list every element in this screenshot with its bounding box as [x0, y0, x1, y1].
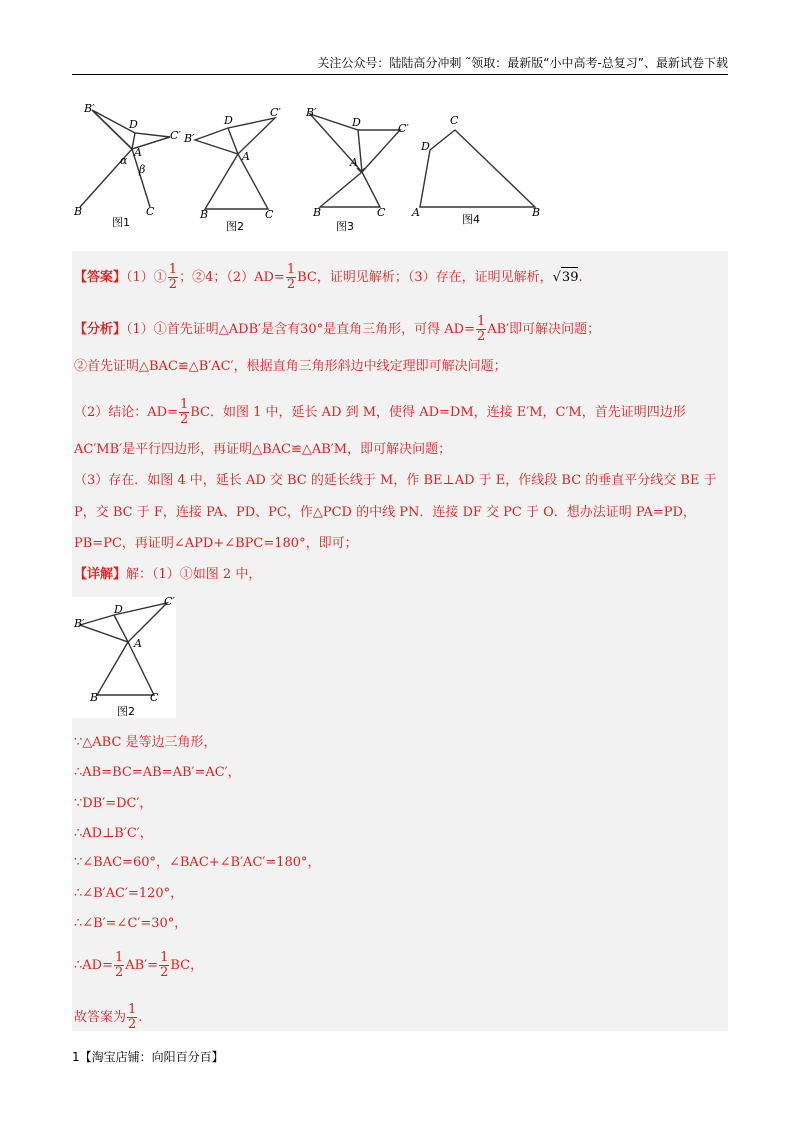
fig4-label-d: D [421, 140, 430, 153]
svg-text:D: D [114, 603, 123, 616]
fig4-label-c: C [450, 114, 459, 127]
fig2-label-b: B [200, 208, 209, 221]
fig1-caption: 图1 [112, 216, 130, 229]
fig2-caption: 图2 [226, 220, 244, 233]
answer-frac-1: $\frac{1}{2}$ [168, 262, 178, 292]
svg-text:C′: C′ [164, 597, 175, 608]
fig3-label-cprime: C′ [398, 122, 409, 135]
detail-step-5: ∵∠BAC=60°，∠BAC+∠B′AC′=180°， [74, 855, 321, 870]
fig3-label-d: D [352, 116, 361, 129]
analysis-tag: 【分析】 [74, 322, 127, 337]
answer-sqrt: 39 [561, 267, 579, 288]
detail-line-intro: 【详解】解：（1）①如图 2 中， [74, 567, 262, 582]
fig2-label-d: D [224, 114, 233, 127]
answer-tag: 【答案】 [74, 270, 127, 285]
detail-step-4: ∴AD⊥B′C′， [74, 826, 153, 841]
fig2-label-c: C [265, 208, 274, 221]
fig3-label-c: C [377, 206, 386, 219]
detail-step-8: ∴AD= $\frac{1}{2}$ AB′= $\frac{1}{2}$ BC， [74, 950, 204, 980]
fig1-label-bprime: B′ [84, 102, 95, 115]
fig2-label-bprime: B′ [184, 132, 195, 145]
fig4-label-b: B [532, 206, 541, 219]
fig3-label-a: A [350, 156, 358, 169]
answer-frac-2: $\frac{1}{2}$ [286, 262, 296, 292]
fig3-label-bprime: B′ [306, 106, 317, 119]
answer-part2: BC，证明见解析；（3）存在，证明见解析， [297, 270, 553, 285]
fig1-label-beta: β [139, 163, 146, 176]
analysis-line-5: （3）存在．如图 4 中，延长 AD 交 BC 的延长线于 M，作 BE⊥AD 于 E，作线段 BC 的垂直平分线交 BE 于 [74, 473, 717, 488]
detail-step-1: ∵△ABC 是等边三角形， [74, 735, 217, 750]
fig4-caption: 图4 [462, 213, 480, 226]
fig1-label-alpha: α [120, 154, 128, 167]
analysis-line-1: 【分析】（1）①首先证明△ADB′是含有30°是直角三角形，可得 AD= $\frac{1}{2}$ AB′即可解决问题； [74, 314, 601, 344]
page-header: 关注公众号：陆陆高分冲刺 ˜领取：最新版“小中高考-总复习”、最新试卷下载 [72, 54, 728, 75]
svg-text:图2: 图2 [117, 705, 135, 718]
fig1-label-cprime: C′ [170, 129, 181, 142]
fig3-label-b: B [313, 206, 322, 219]
analysis-line-4: AC′MB′是平行四边形，再证明△BAC≌△AB′M，即可解决问题； [74, 442, 452, 457]
detail-step-2: ∴AB=BC=AB=AB′=AC′， [74, 765, 241, 780]
fig2-label-a: A [242, 150, 250, 163]
analysis-line-2: ②首先证明△BAC≌△B′AC′，根据直角三角形斜边中线定理即可解决问题； [74, 359, 507, 374]
svg-text:B′: B′ [74, 617, 85, 630]
detail-final: 故答案为 $\frac{1}{2}$ . [74, 1002, 143, 1032]
analysis-line-7: PB=PC，再证明∠APD+∠BPC=180°，即可； [74, 536, 358, 551]
fig1-label-d: D [129, 118, 138, 131]
fig4-label-a: A [412, 206, 420, 219]
detail-step-7: ∴∠B′=∠C′=30°， [74, 916, 188, 931]
svg-text:C: C [150, 691, 159, 704]
fig1-label-a: A [134, 146, 142, 159]
figures-strip [70, 102, 570, 234]
answer-part1-mid: ；②4；（2）AD= [179, 270, 285, 285]
detail-figure-2 [72, 597, 176, 718]
fig1-label-b: B [74, 205, 83, 218]
svg-text:B: B [90, 691, 99, 704]
detail-tag: 【详解】 [74, 567, 127, 582]
analysis-line-3: （2）结论：AD= $\frac{1}{2}$ BC．如图 1 中，延长 AD 到 M，使得 AD=DM，连接 E′M，C′M，首先证明四边形 [74, 397, 686, 427]
page-footer: 1【淘宝店铺：向阳百分百】 [72, 1050, 224, 1064]
analysis-line-6: P，交 BC 于 F，连接 PA、PD、PC，作△PCD 的中线 PN．连接 DF 交 PC 于 O．想办法证明 PA=PD， [74, 505, 696, 520]
svg-text:A: A [134, 637, 142, 650]
fig1-label-c: C [146, 205, 155, 218]
answer-end: . [578, 270, 583, 285]
detail-step-3: ∵DB′=DC′， [74, 796, 153, 811]
fig2-label-cprime: C′ [270, 106, 281, 119]
answer-part1: （1）① [126, 270, 167, 285]
detail-step-6: ∴∠B′AC′=120°， [74, 886, 184, 901]
fig3-caption: 图3 [336, 220, 354, 233]
answer-line: 【答案】（1）① $\frac{1}{2}$ ；②4；（2）AD= $\frac{1}{2}$ BC，证明见解析；（3）存在，证明见解析，√39. [74, 262, 583, 292]
